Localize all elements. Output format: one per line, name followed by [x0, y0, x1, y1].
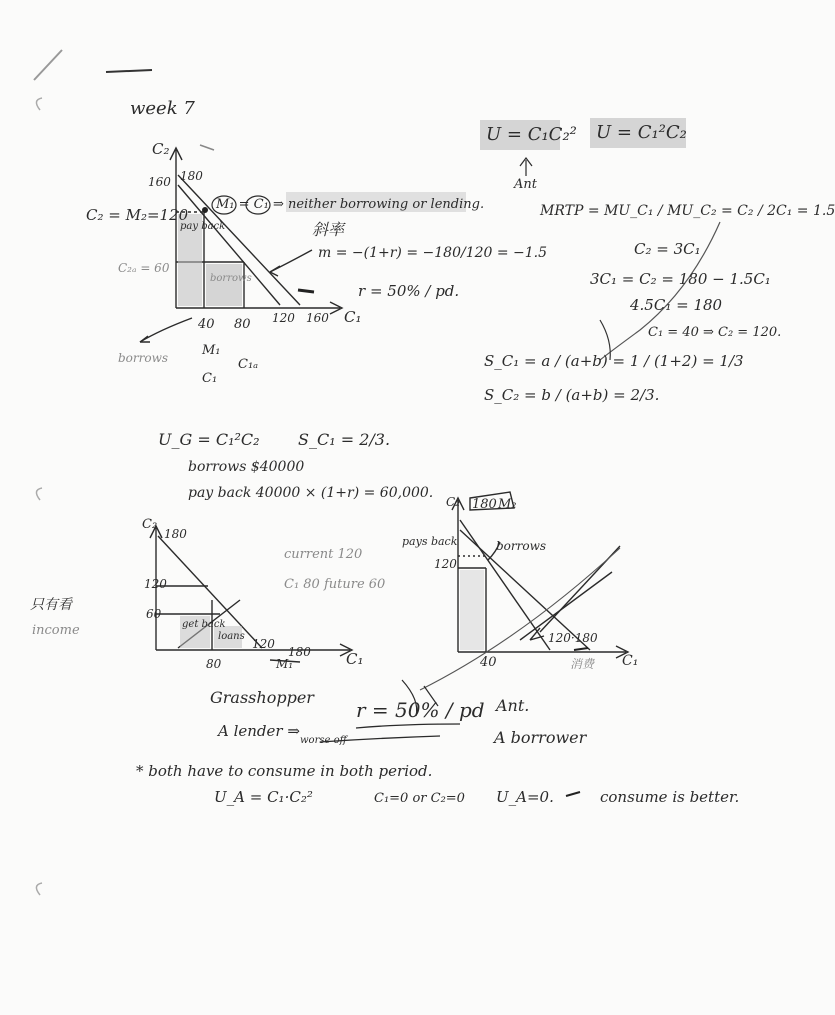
zero-condition: C₁=0 or C₂=0 — [374, 791, 465, 806]
grass-utility: U_G = C₁²C₂ — [158, 430, 260, 449]
graph2-x-80: 80 — [206, 657, 222, 671]
graph3-x-40: 40 — [480, 655, 497, 670]
graph1-x-160: 160 — [306, 311, 329, 325]
grass-borrows: borrows $40000 — [188, 459, 305, 475]
graph1-c1-axis: C₁ — [344, 308, 362, 326]
graph1-borrows-box: borrows — [210, 273, 252, 284]
grass-share: S_C₁ = 2/3. — [298, 430, 391, 449]
both-consume-note: * both have to consume in both period. — [136, 762, 433, 780]
graph1-x-120: 120 — [272, 311, 295, 325]
graph2-x-120: 120 — [252, 637, 275, 651]
graph1-c2-eq: C₂ = M₂=120 — [86, 206, 189, 224]
graph2-get-back: get back — [182, 619, 226, 630]
graph3-y-120: 120 — [434, 557, 457, 571]
ant-label: Ant — [514, 177, 537, 192]
graph3-m2: M₂ — [498, 497, 517, 512]
graph3-y-180: 180 — [472, 497, 497, 512]
graph1-rate: r = 50% / pd. — [358, 282, 460, 300]
rate-label: r = 50% / pd — [356, 698, 485, 722]
grasshopper-label: Grasshopper — [210, 688, 314, 707]
graph3-c1-axis: C₁ — [622, 653, 639, 669]
graph3-borrows: borrows — [496, 539, 547, 553]
graph1-x-80: 80 — [234, 317, 251, 332]
consume-better: consume is better. — [600, 788, 740, 806]
graph2-current: current 120 — [284, 547, 363, 562]
side-note-income: income — [32, 623, 80, 638]
graph2-consume: C₁ 80 future 60 — [284, 577, 386, 592]
worse-off-label: worse off — [300, 735, 347, 746]
ant-step2: 3C₁ = C₂ = 180 − 1.5C₁ — [590, 270, 771, 288]
ant-step1: C₂ = 3C₁ — [634, 240, 701, 258]
graph1-slope-cn: 斜率 — [312, 220, 345, 239]
ant-step4: C₁ = 40 ⇒ C₂ = 120. — [648, 325, 782, 340]
ua-equation: U_A = C₁·C₂² — [214, 788, 313, 806]
graph3-pays-back: pays back — [402, 535, 458, 548]
graph1-x-40: 40 — [198, 317, 215, 332]
graph2-c1-axis: C₁ — [346, 650, 364, 668]
graph1-c1a: C₁ₐ — [238, 357, 259, 372]
graph1-slope-eq: m = −(1+r) = −180/120 = −1.5 — [318, 245, 548, 261]
grasshopper-utility: U = C₁²C₂ — [596, 122, 687, 143]
page-title: week 7 — [130, 98, 195, 119]
borrower-label: A borrower — [494, 728, 587, 747]
graph1-c2a-eq: C₂ₐ = 60 — [118, 261, 170, 275]
graph3-c2-axis: C₂ — [446, 495, 460, 509]
ant-mrtp: MRTP = MU_C₁ / MU_C₂ = C₂ / 2C₁ = 1.5 — [540, 203, 835, 219]
grass-payback: pay back 40000 × (1+r) = 60,000. — [188, 485, 434, 501]
lender-label: A lender ⇒ — [218, 722, 300, 740]
graph2-loans: loans — [218, 631, 245, 642]
graph3-x-cn: 消费 — [570, 657, 595, 671]
graph2-y-60: 60 — [146, 607, 162, 621]
graph2-y-120: 120 — [144, 577, 167, 591]
graph2-c2-axis: C₂ — [142, 517, 158, 532]
ant-utility: U = C₁C₂² — [486, 124, 577, 145]
graph1-borrows-label: borrows — [118, 351, 169, 365]
graph2-m1: M₁ — [276, 657, 294, 671]
ua-zero: U_A=0. — [496, 788, 554, 806]
ant-sc1: S_C₁ = a / (a+b) = 1 / (1+2) = 1/3 — [484, 352, 744, 370]
graph1-tick-160: 160 — [148, 175, 171, 189]
ant-step3: 4.5C₁ = 180 — [630, 296, 723, 314]
ant-sc2: S_C₂ = b / (a+b) = 2/3. — [484, 386, 660, 404]
graph1-c1: C₁ — [202, 371, 218, 386]
side-note-cn: 只有看 — [30, 597, 72, 613]
graph1-m1: M₁ — [202, 343, 221, 358]
graph1-payback-box: pay back — [180, 221, 226, 232]
ant-label-lower: Ant. — [496, 696, 530, 715]
graph2-y-180: 180 — [164, 527, 187, 541]
graph3-x-range: 120·180 — [548, 631, 598, 645]
graph2-x-180: 180 — [288, 645, 311, 659]
graph1-neither-note: M₁ = C₁ ⇒ neither borrowing or lending. — [216, 197, 485, 212]
graph1-c2-axis: C₂ — [152, 140, 170, 158]
graph1-tick-180: 180 — [180, 169, 203, 183]
